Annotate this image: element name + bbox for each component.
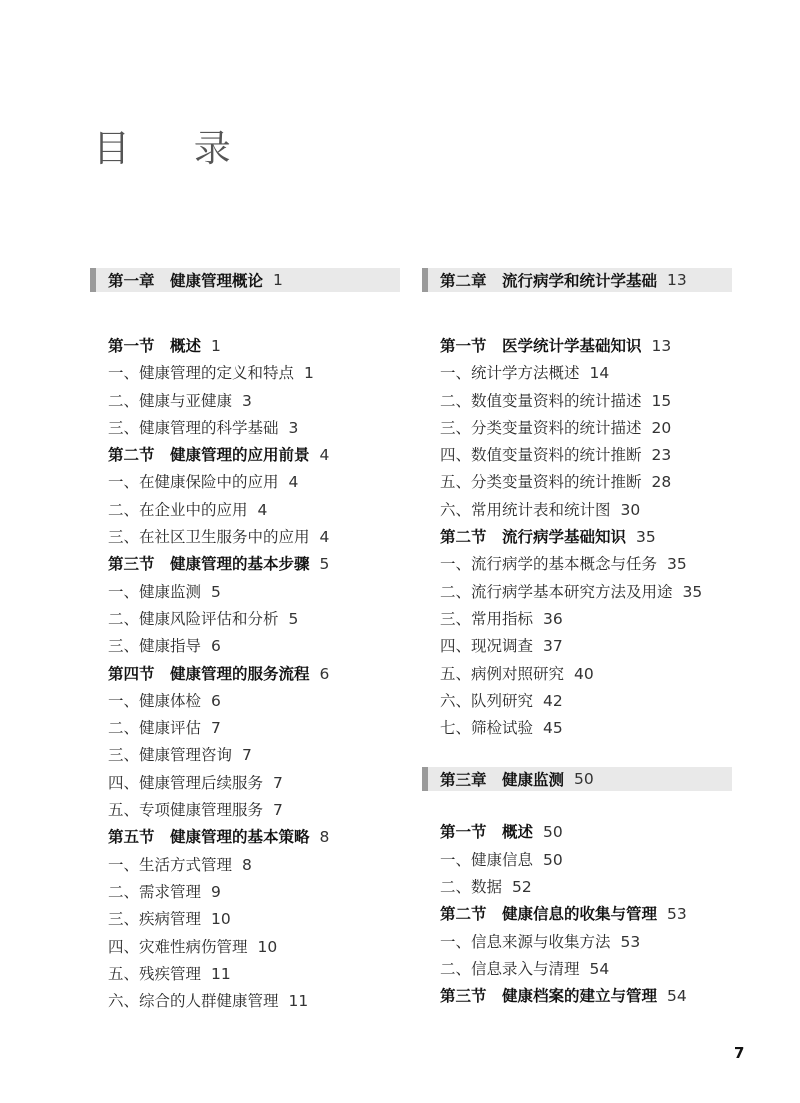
chapter-title: 第二章 流行病学和统计学基础	[440, 272, 658, 290]
toc-entry-label: 一、生活方式管理	[108, 855, 233, 874]
toc-entry-label: 一、在健康保险中的应用	[108, 473, 279, 492]
toc-item-row[interactable]	[90, 579, 400, 606]
toc-entry-label: 第三节 健康管理的基本步骤	[108, 555, 310, 574]
chapter-page: 1	[273, 271, 283, 289]
toc-list	[90, 333, 400, 1015]
toc-entry-label: 一、健康监测	[108, 582, 202, 601]
toc-entry-page: 5	[319, 555, 330, 574]
toc-entry-page: 53	[620, 932, 641, 951]
toc-entry-label: 一、健康体检	[108, 691, 202, 710]
toc-item-row[interactable]	[90, 715, 400, 742]
toc-entry-label: 一、健康信息	[440, 850, 534, 869]
toc-section-row[interactable]	[422, 524, 732, 551]
toc-entry-page: 9	[211, 882, 221, 901]
toc-entry-page: 1	[211, 337, 221, 355]
toc-item-row[interactable]	[422, 929, 732, 956]
toc-entry-label: 三、健康管理咨询	[108, 746, 233, 765]
toc-item-row[interactable]	[90, 934, 400, 961]
toc-entry-page: 45	[543, 719, 563, 738]
toc-entry-label: 第三节 健康档案的建立与管理	[440, 987, 658, 1006]
toc-entry-label: 三、健康管理的科学基础	[108, 418, 279, 437]
toc-entry-page: 5	[288, 609, 299, 628]
toc-item-row[interactable]	[90, 906, 400, 933]
toc-entry-page: 15	[651, 391, 672, 410]
toc-entry-page: 10	[257, 937, 278, 956]
toc-item-row[interactable]	[422, 874, 732, 901]
toc-entry-label: 四、数值变量资料的统计推断	[440, 446, 642, 465]
toc-item-row[interactable]	[422, 415, 732, 442]
toc-item-row[interactable]	[422, 606, 732, 633]
toc-entry-label: 六、综合的人群健康管理	[108, 992, 279, 1011]
toc-entry-page: 3	[242, 391, 252, 410]
toc-entry-page: 7	[211, 719, 221, 738]
toc-entry-page: 54	[667, 987, 687, 1006]
toc-entry-label: 五、分类变量资料的统计推断	[440, 473, 642, 492]
toc-entry-page: 6	[211, 637, 221, 656]
toc-entry-label: 一、流行病学的基本概念与任务	[440, 555, 658, 574]
toc-item-row[interactable]	[422, 956, 732, 983]
toc-entry-page: 4	[319, 528, 330, 547]
page-title: 目 录	[93, 127, 257, 170]
toc-section-row[interactable]	[422, 819, 732, 846]
toc-entry-label: 二、数据	[440, 878, 503, 897]
toc-item-row[interactable]	[90, 524, 400, 551]
toc-section-row[interactable]	[422, 333, 732, 360]
toc-entry-page: 7	[273, 773, 283, 792]
toc-entry-label: 一、信息来源与收集方法	[440, 932, 611, 951]
toc-entry-page: 35	[636, 528, 656, 547]
toc-item-row[interactable]	[90, 852, 400, 879]
toc-entry-label: 二、数值变量资料的统计描述	[440, 391, 642, 410]
toc-entry-page: 13	[651, 337, 672, 355]
toc-section-row[interactable]	[422, 901, 732, 928]
toc-entry-page: 11	[211, 964, 231, 983]
toc-entry-page: 23	[651, 446, 672, 465]
chapter-title: 第三章 健康监测	[440, 771, 565, 790]
toc-entry-page: 50	[543, 850, 563, 869]
chapter-page: 13	[667, 271, 687, 289]
toc-entry-page: 35	[667, 555, 687, 574]
chapter-heading[interactable]	[90, 268, 400, 292]
page-number: 7	[734, 1044, 745, 1062]
toc-entry-page: 1	[304, 364, 314, 383]
toc-entry-page: 6	[211, 691, 221, 710]
toc-item-row[interactable]	[90, 633, 400, 660]
toc-entry-page: 53	[667, 905, 687, 924]
toc-item-row[interactable]	[90, 770, 400, 797]
toc-section-row[interactable]	[90, 333, 400, 360]
toc-item-row[interactable]	[422, 469, 732, 496]
chapter-heading[interactable]	[422, 268, 732, 292]
toc-entry-label: 二、健康风险评估和分析	[108, 609, 279, 628]
toc-item-row[interactable]	[90, 688, 400, 715]
toc-entry-page: 7	[273, 801, 283, 820]
toc-item-row[interactable]	[90, 879, 400, 906]
toc-entry-label: 第一节 概述	[440, 823, 534, 842]
toc-entry-page: 40	[574, 664, 594, 683]
toc-entry-label: 二、需求管理	[108, 882, 202, 901]
toc-entry-page: 42	[543, 691, 563, 710]
chapter-title: 第一章 健康管理概论	[108, 272, 264, 290]
toc-list	[422, 819, 732, 1010]
toc-item-row[interactable]	[422, 388, 732, 415]
toc-section-row[interactable]	[90, 551, 400, 578]
toc-entry-label: 四、灾难性病伤管理	[108, 937, 248, 956]
toc-entry-page: 3	[288, 418, 299, 437]
toc-section-row[interactable]	[90, 661, 400, 688]
toc-item-row[interactable]	[422, 688, 732, 715]
toc-entry-page: 8	[319, 828, 330, 847]
toc-entry-page: 4	[288, 473, 299, 492]
toc-entry-label: 第二节 流行病学基础知识	[440, 528, 627, 547]
toc-entry-label: 三、在社区卫生服务中的应用	[108, 528, 310, 547]
toc-item-row[interactable]	[422, 579, 732, 606]
toc-entry-label: 五、病例对照研究	[440, 664, 565, 683]
toc-column-right	[422, 268, 732, 1011]
toc-entry-label: 一、统计学方法概述	[440, 364, 580, 383]
toc-entry-page: 5	[211, 582, 221, 601]
toc-entry-page: 20	[651, 418, 672, 437]
toc-entry-label: 第二节 健康管理的应用前景	[108, 446, 310, 465]
toc-entry-page: 6	[319, 664, 330, 683]
toc-entry-label: 三、分类变量资料的统计描述	[440, 418, 642, 437]
toc-entry-label: 第四节 健康管理的服务流程	[108, 664, 310, 683]
toc-entry-page: 8	[242, 855, 252, 874]
toc-entry-label: 四、现况调查	[440, 637, 534, 656]
toc-item-row[interactable]	[90, 961, 400, 988]
toc-entry-page: 7	[242, 746, 252, 765]
toc-column-left	[90, 268, 400, 1015]
toc-entry-label: 二、在企业中的应用	[108, 500, 248, 519]
toc-item-row[interactable]	[90, 606, 400, 633]
toc-entry-page: 54	[589, 959, 610, 978]
toc-item-row[interactable]	[90, 415, 400, 442]
toc-entry-page: 35	[682, 582, 703, 601]
toc-entry-label: 第五节 健康管理的基本策略	[108, 828, 310, 847]
toc-item-row[interactable]	[90, 360, 400, 387]
toc-item-row[interactable]	[422, 661, 732, 688]
toc-section-row[interactable]	[90, 824, 400, 851]
chapter-heading[interactable]	[422, 767, 732, 791]
toc-item-row[interactable]	[422, 442, 732, 469]
toc-entry-label: 二、流行病学基本研究方法及用途	[440, 582, 673, 601]
toc-entry-label: 第一节 医学统计学基础知识	[440, 337, 642, 355]
toc-section-row[interactable]	[422, 983, 732, 1010]
toc-entry-page: 36	[543, 609, 563, 628]
toc-entry-label: 七、筛检试验	[440, 719, 534, 738]
toc-item-row[interactable]	[90, 797, 400, 824]
toc-item-row[interactable]	[90, 742, 400, 769]
toc-entry-page: 4	[319, 446, 330, 465]
toc-entry-label: 三、健康指导	[108, 637, 202, 656]
toc-entry-label: 第一节 概述	[108, 337, 202, 355]
toc-section-row[interactable]	[90, 442, 400, 469]
toc-entry-label: 三、常用指标	[440, 609, 534, 628]
toc-entry-page: 28	[651, 473, 672, 492]
toc-entry-label: 二、信息录入与清理	[440, 959, 580, 978]
toc-entry-label: 六、队列研究	[440, 691, 534, 710]
toc-entry-label: 一、健康管理的定义和特点	[108, 364, 295, 383]
toc-item-row[interactable]	[422, 497, 732, 524]
toc-entry-page: 52	[512, 878, 532, 897]
toc-list	[422, 333, 732, 742]
toc-entry-page: 11	[288, 992, 309, 1011]
toc-entry-page: 50	[543, 823, 563, 842]
chapter-page: 50	[574, 770, 594, 789]
toc-entry-label: 第二节 健康信息的收集与管理	[440, 905, 658, 924]
toc-entry-label: 二、健康与亚健康	[108, 391, 233, 410]
toc-entry-page: 14	[589, 364, 610, 383]
toc-item-row[interactable]	[422, 360, 732, 387]
toc-entry-label: 三、疾病管理	[108, 910, 202, 929]
toc-entry-label: 五、残疾管理	[108, 964, 202, 983]
toc-item-row[interactable]	[90, 388, 400, 415]
toc-entry-label: 二、健康评估	[108, 719, 202, 738]
toc-entry-page: 37	[543, 637, 563, 656]
toc-item-row[interactable]	[422, 847, 732, 874]
toc-entry-label: 四、健康管理后续服务	[108, 773, 264, 792]
toc-entry-page: 4	[257, 500, 268, 519]
toc-entry-label: 五、专项健康管理服务	[108, 801, 264, 820]
toc-entry-page: 10	[211, 910, 231, 929]
toc-item-row[interactable]	[90, 497, 400, 524]
toc-item-row[interactable]	[422, 551, 732, 578]
toc-entry-label: 六、常用统计表和统计图	[440, 500, 611, 519]
toc-item-row[interactable]	[90, 469, 400, 496]
toc-item-row[interactable]	[422, 633, 732, 660]
toc-entry-page: 30	[620, 500, 641, 519]
toc-item-row[interactable]	[90, 988, 400, 1015]
toc-item-row[interactable]	[422, 715, 732, 742]
